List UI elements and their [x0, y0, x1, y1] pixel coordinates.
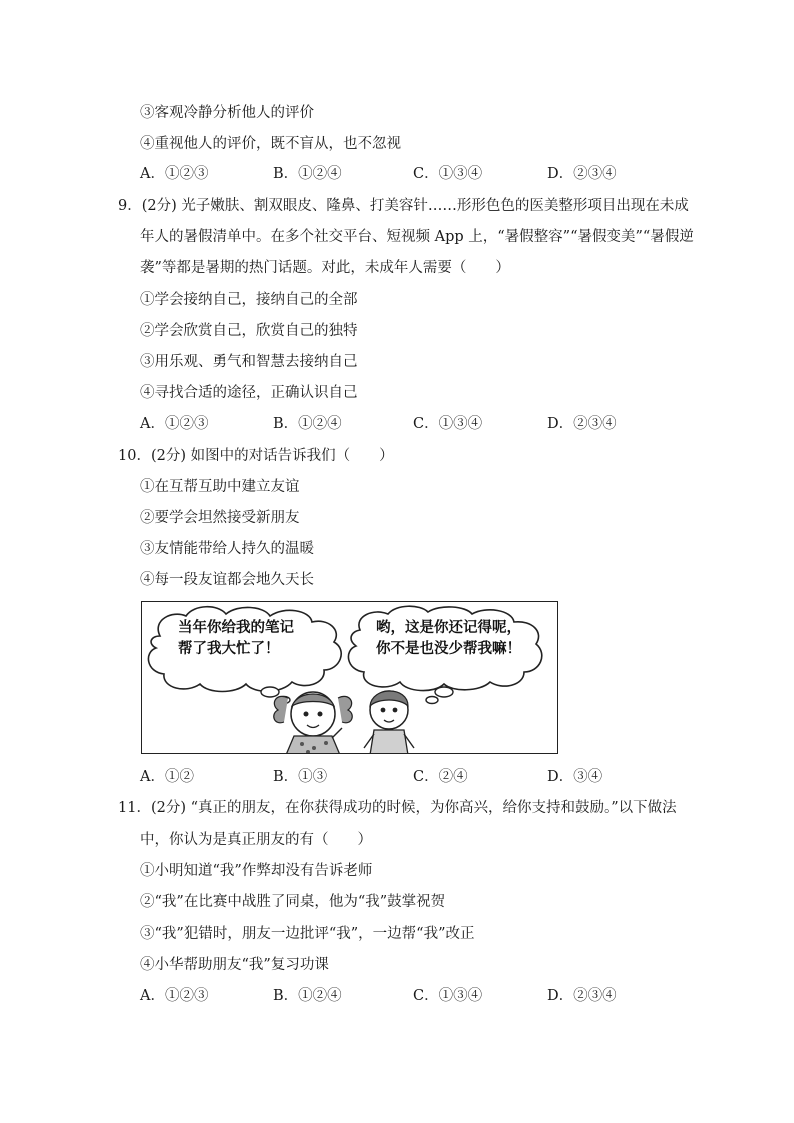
- q9-choice-c[interactable]: C．①③④: [413, 416, 483, 432]
- q8-choice-d[interactable]: D．②③④: [547, 166, 617, 182]
- q11-choice-d[interactable]: D．②③④: [547, 988, 617, 1004]
- q11-option-1: ①小明知道“我”作弊却没有告诉老师: [140, 863, 373, 879]
- q9-option-4: ④寻找合适的途径，正确认识自己: [140, 385, 358, 401]
- q8-choice-b[interactable]: B．①②④: [273, 166, 342, 182]
- q9-stem-line-1: 9．(2分) 光子嫩肤、割双眼皮、隆鼻、打美容针……形形色色的医美整形项目出现在未成: [118, 198, 689, 214]
- q11-choice-a[interactable]: A．①②③: [140, 988, 209, 1004]
- q9-choice-a[interactable]: A．①②③: [140, 416, 209, 432]
- q11-stem-line-1: 11．(2分) “真正的朋友，在你获得成功的时候，为你高兴，给你支持和鼓励。”以下做法: [118, 800, 677, 816]
- q9-choices: [140, 414, 660, 434]
- q11-choice-c[interactable]: C．①③④: [413, 988, 483, 1004]
- q10-choice-c[interactable]: C．②④: [413, 769, 468, 785]
- q10-stem-line-1: 10．(2分) 如图中的对话告诉我们（ ）: [118, 448, 394, 464]
- q8-option-3: ③客观冷静分析他人的评价: [140, 105, 314, 121]
- q10-cartoon: [141, 601, 558, 754]
- q10-option-2: ②要学会坦然接受新朋友: [140, 510, 300, 526]
- q11-stem-line-2: 中，你认为是真正朋友的有（ ）: [140, 832, 372, 848]
- q10-choices: [140, 767, 660, 787]
- q9-option-2: ②学会欣赏自己，欣赏自己的独特: [140, 323, 358, 339]
- q10-option-3: ③友情能带给人持久的温暖: [140, 541, 314, 557]
- left-bubble-line-1: 当年你给我的笔记: [178, 620, 294, 636]
- q9-option-1: ①学会接纳自己，接纳自己的全部: [140, 292, 358, 308]
- q11-option-2: ②“我”在比赛中战胜了同桌，他为“我”鼓掌祝贺: [140, 894, 446, 910]
- left-bubble-line-2: 帮了我大忙了！: [178, 641, 280, 657]
- q10-choice-b[interactable]: B．①③: [273, 769, 328, 785]
- right-bubble-line-2: 你不是也没少帮我嘛！: [376, 641, 521, 657]
- q10-choice-d[interactable]: D．③④: [547, 769, 603, 785]
- q10-option-1: ①在互帮互助中建立友谊: [140, 479, 300, 495]
- q8-choice-c[interactable]: C．①③④: [413, 166, 483, 182]
- right-bubble-line-1: 哟，这是你还记得呢，: [376, 620, 521, 636]
- q8-option-4: ④重视他人的评价，既不盲从，也不忽视: [140, 136, 401, 152]
- q8-choice-a[interactable]: A．①②③: [140, 166, 209, 182]
- q8-choices: [140, 164, 660, 184]
- boy-character: [364, 691, 414, 754]
- girl-character: [274, 692, 353, 754]
- q10-choice-a[interactable]: A．①②: [140, 769, 194, 785]
- q11-choices: [140, 986, 660, 1006]
- q9-option-3: ③用乐观、勇气和智慧去接纳自己: [140, 354, 358, 370]
- q11-option-3: ③“我”犯错时，朋友一边批评“我”，一边帮“我”改正: [140, 926, 475, 942]
- q9-choice-d[interactable]: D．②③④: [547, 416, 617, 432]
- q9-stem-line-2: 年人的暑假清单中。在多个社交平台、短视频 App 上，“暑假整容”“暑假变美”“暑假逆: [140, 229, 694, 245]
- q11-option-4: ④小华帮助朋友“我”复习功课: [140, 957, 329, 973]
- q9-stem-line-3: 袭”等都是暑期的热门话题。对此，未成年人需要（ ）: [140, 260, 510, 276]
- q10-option-4: ④每一段友谊都会地久天长: [140, 572, 314, 588]
- q11-choice-b[interactable]: B．①②④: [273, 988, 342, 1004]
- q9-choice-b[interactable]: B．①②④: [273, 416, 342, 432]
